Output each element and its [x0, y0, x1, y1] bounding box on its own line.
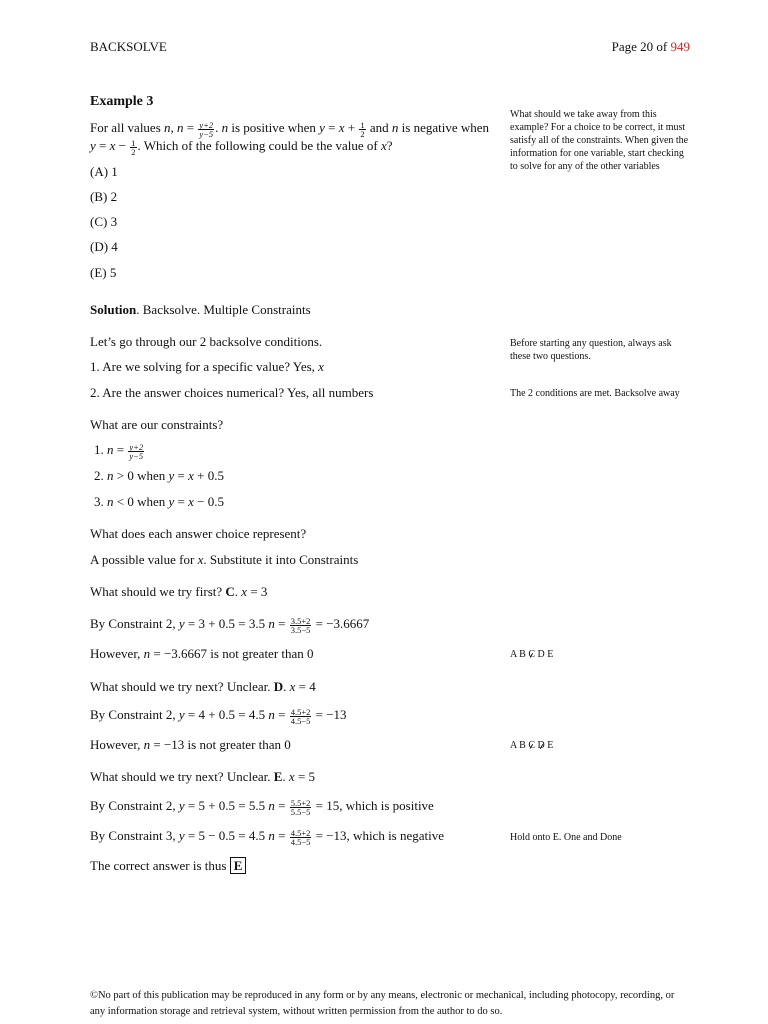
fraction: $\frac{4.5+2}{4.5-5}$ [290, 827, 311, 847]
backsolve-intro: Let’s go through our 2 backsolve conditions. [90, 334, 323, 349]
page-number-prefix: Page 20 of [611, 39, 671, 54]
constraints-question: What are our constraints? [90, 417, 224, 432]
fraction: $\frac{y+2}{y-5}$ [199, 119, 214, 139]
fraction: $\frac{4.5+2}{4.5-5}$ [290, 706, 311, 726]
try-first: What should we try first? C. x = 3 [90, 584, 268, 599]
choice-b: (B) 2 [90, 189, 118, 204]
fraction: $\frac{y+2}{y-5}$ [129, 441, 144, 461]
fraction: $\frac{1}{2}$ [131, 137, 136, 157]
fraction: $\frac{3.5+2}{3.5-5}$ [290, 615, 311, 635]
copyright-footer: ©No part of this publication may be reproduced in any form or by any means, electronic or mechanical, including photocopy, recording, or any information storage and retrieval system, without written permission from the author to do so. [90, 990, 675, 1017]
try-next-d: What should we try next? Unclear. D. x = 4 [90, 679, 316, 694]
solution-heading: Solution. Backsolve. Multiple Constraints [90, 302, 311, 317]
represent-question: What does each answer choice represent? [90, 526, 307, 541]
margin-note-hold-e: Hold onto E. One and Done [510, 832, 622, 843]
however-d: However, n = −13 is not greater than 0 [90, 737, 291, 752]
constraint-3: 3. n < 0 when y = x − 0.5 [94, 494, 224, 509]
crossed-out-choice: C [528, 740, 536, 751]
example-title: Example 3 [90, 94, 154, 109]
step-e-constraint-2: By Constraint 2, y = 5 + 0.5 = 5.5 n = $\frac{5.5+2}{5.5-5}$ = 15, which is positive [90, 797, 434, 817]
choice-a: (A) 1 [90, 164, 118, 179]
however-c: However, n = −3.6667 is not greater than 0 [90, 646, 314, 661]
page-total-link[interactable]: 949 [670, 39, 690, 54]
step-c-constraint-2: By Constraint 2, y = 3 + 0.5 = 3.5 n = $\frac{3.5+2}{3.5-5}$ = −3.6667 [90, 615, 370, 635]
final-answer: The correct answer is thus E [90, 858, 246, 874]
constraint-2: 2. n > 0 when y = x + 0.5 [94, 468, 224, 483]
margin-note-conditions-met: The 2 conditions are met. Backsolve away [510, 388, 680, 399]
question-line-2: y = x − $\frac{1}{2}$ . Which of the following could be the value of x? [90, 137, 393, 157]
choice-d: (D) 4 [90, 239, 118, 254]
constraint-1: 1. n = $\frac{y+2}{y-5}$ [94, 441, 144, 461]
step-d-constraint-2: By Constraint 2, y = 4 + 0.5 = 4.5 n = $\frac{4.5+2}{4.5-5}$ = −13 [90, 706, 347, 726]
question-line-1: For all values n, n = $\frac{y+2}{y-5}$ . n is positive when y = x + $\frac{1}{2}$ and n is negative when [90, 119, 490, 139]
fraction: $\frac{5.5+2}{5.5-5}$ [290, 797, 311, 817]
step-e-constraint-3: By Constraint 3, y = 5 − 0.5 = 4.5 n = $\frac{4.5+2}{4.5-5}$ = −13, which is negative [90, 827, 445, 847]
answer-box: E [230, 857, 247, 874]
page-number [612, 39, 690, 55]
choice-e: (E) 5 [90, 265, 117, 280]
margin-note-conditions: Before starting any question, always ask these two questions. [510, 338, 672, 362]
condition-1: 1. Are we solving for a specific value? Yes, x [90, 359, 324, 374]
choice-c: (C) 3 [90, 214, 118, 229]
represent-answer: A possible value for x. Substitute it into Constraints [90, 552, 359, 567]
running-header: BACKSOLVE [90, 39, 167, 54]
crossed-out-choice: D [537, 740, 545, 751]
try-next-e: What should we try next? Unclear. E. x = 5 [90, 769, 316, 784]
margin-note-takeaway: What should we take away from this example? For a choice to be correct, it must satisfy all of the constraints. When given the information for one variable, start checking to solve for any of the other variables [510, 109, 689, 172]
condition-2: 2. Are the answer choices numerical? Yes, all numbers [90, 385, 374, 400]
margin-note-eliminate-cd: A B C D E [510, 740, 554, 751]
fraction: $\frac{1}{2}$ [360, 119, 365, 139]
crossed-out-choice: C [528, 649, 536, 660]
margin-note-eliminate-c: A B C D E [510, 649, 554, 660]
